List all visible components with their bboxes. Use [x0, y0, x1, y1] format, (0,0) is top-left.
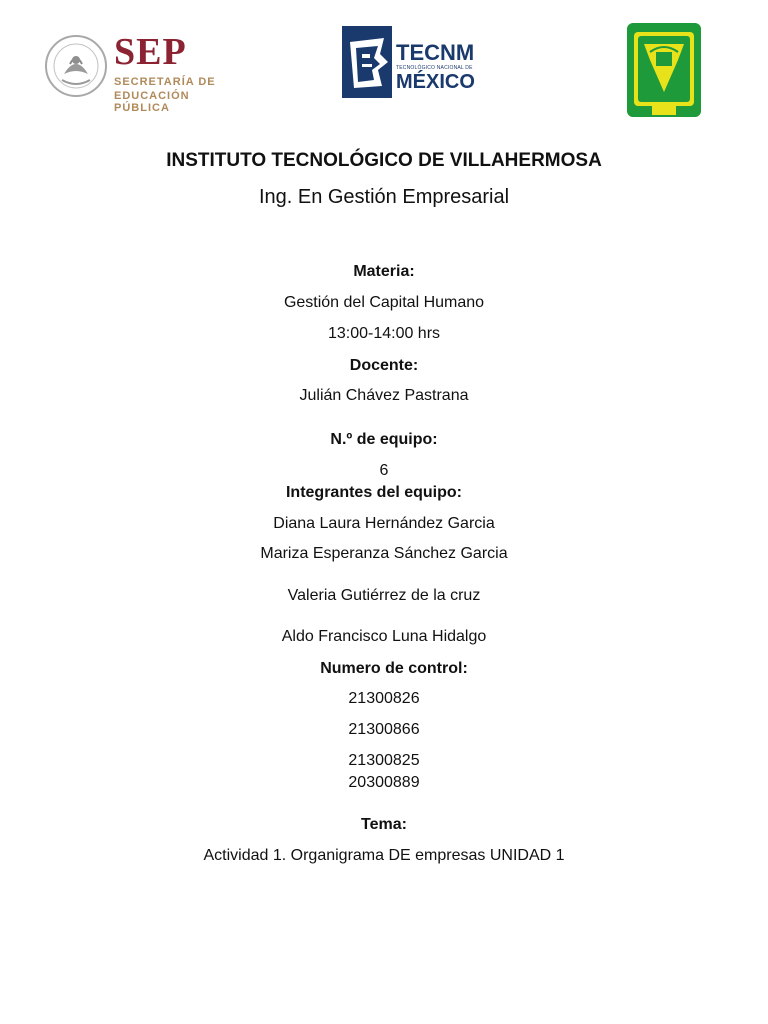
tema-text: Actividad 1. Organigrama DE empresas UNIDAD 1: [203, 847, 565, 864]
tecnm-wordmark: TECNM: [396, 40, 475, 65]
member-name: Diana Laura Hernández Garcia: [273, 515, 495, 532]
materia-schedule: 13:00-14:00 hrs: [327, 325, 441, 342]
integrantes-label: Integrantes del equipo:: [285, 484, 462, 501]
sep-wordmark: SEP: [114, 31, 187, 73]
tecnm-gear-head-icon: [340, 24, 394, 100]
sep-subtitle-line2: EDUCACIÓN PÚBLICA: [114, 90, 190, 114]
control-number: 21300825: [348, 752, 420, 769]
tecnm-country: MÉXICO: [396, 71, 475, 93]
control-number: 20300889: [348, 774, 420, 791]
institution-title: INSTITUTO TECNOLÓGICO DE VILLAHERMOSA: [166, 150, 602, 171]
itvh-shield-icon: [626, 22, 702, 118]
control-label: Numero de control:: [320, 660, 468, 677]
tema-label: Tema:: [361, 816, 407, 833]
sep-logo: [44, 30, 244, 114]
tecnm-logo: [340, 24, 480, 100]
control-number: 21300866: [348, 721, 420, 738]
itvh-shield-logo: [626, 22, 702, 118]
materia-label: Materia:: [353, 263, 415, 280]
member-name: Mariza Esperanza Sánchez Garcia: [260, 545, 508, 562]
materia-name: Gestión del Capital Humano: [283, 294, 485, 311]
tecnm-subtitle: TECNOLÓGICO NACIONAL DE: [396, 65, 473, 71]
member-name: Aldo Francisco Luna Hidalgo: [281, 628, 487, 645]
member-name: Valeria Gutiérrez de la cruz: [287, 587, 481, 604]
equipo-number: 6: [379, 462, 389, 479]
mexican-coat-of-arms-seal: [44, 34, 108, 98]
sep-subtitle-line1: SECRETARÍA DE: [114, 76, 216, 88]
docente-label: Docente:: [349, 357, 419, 374]
program-title: Ing. En Gestión Empresarial: [258, 186, 510, 208]
control-number: 21300826: [348, 690, 420, 707]
equipo-label: N.º de equipo:: [330, 431, 438, 448]
docente-name: Julián Chávez Pastrana: [299, 387, 469, 404]
